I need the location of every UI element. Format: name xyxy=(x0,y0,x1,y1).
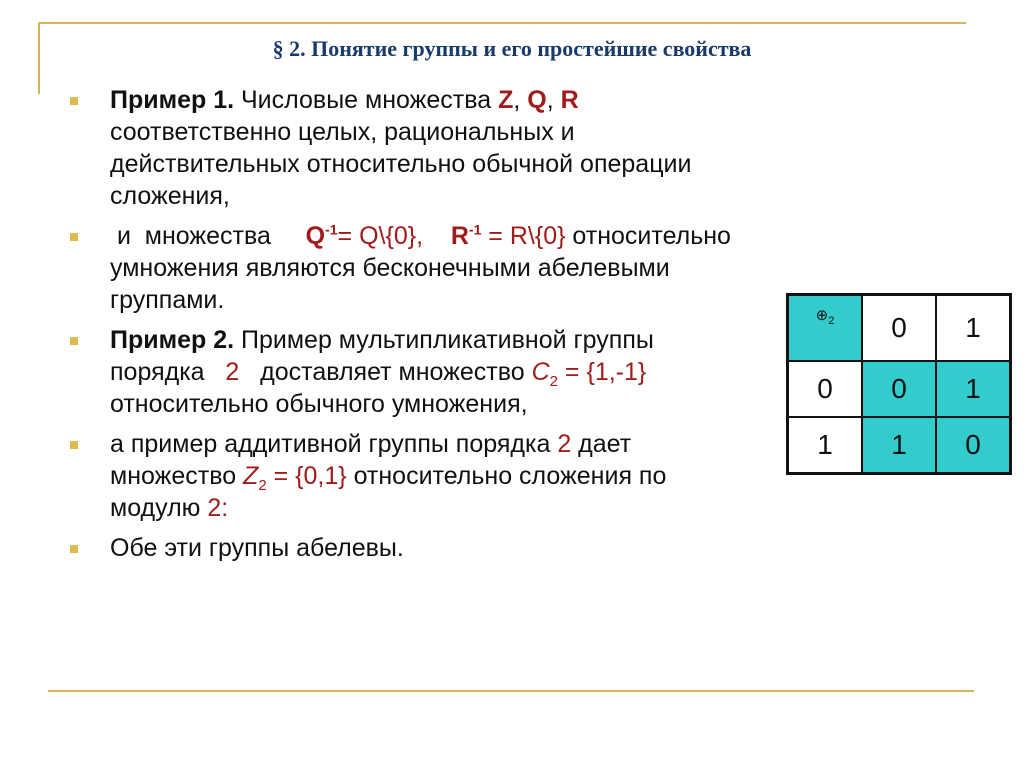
spacer xyxy=(423,222,451,250)
r-star xyxy=(451,222,566,250)
text: , xyxy=(513,86,528,114)
header-cell: 1 xyxy=(936,295,1011,362)
text: соответственно целых, рациональных и действительных относительно обычной операции сложения, xyxy=(110,118,692,210)
q-star xyxy=(306,222,423,250)
q-sup: -1 xyxy=(325,221,338,238)
bullet-square-icon xyxy=(70,441,78,449)
text: Числовые множества xyxy=(234,86,499,114)
c-set: = {1,-1} xyxy=(557,358,647,386)
table-cell: 1 xyxy=(936,361,1011,417)
text: доставляет множество xyxy=(239,358,532,386)
text: относительно умножения являются бесконечными абелевыми группами. xyxy=(110,222,731,314)
z-sub: 2 xyxy=(258,477,267,494)
text: относительно сложения по модулю xyxy=(110,462,667,522)
bullet-square-icon xyxy=(70,233,78,241)
set-r: R xyxy=(560,86,579,114)
table-row xyxy=(788,361,1011,417)
row-label: 1 xyxy=(788,417,863,474)
text: Пример мультипликативной группы порядка xyxy=(110,326,661,386)
text: и множества xyxy=(110,222,306,250)
row-label: 0 xyxy=(788,361,863,417)
bullet-example-2 xyxy=(70,324,750,420)
text: Обе эти группы абелевы. xyxy=(110,534,404,562)
z-set: = {0,1} xyxy=(266,462,347,490)
c-symbol: C xyxy=(531,358,550,386)
modulus-2: 2: xyxy=(207,494,229,522)
bullet-square-icon xyxy=(70,97,78,105)
bullet-additive-group xyxy=(70,428,750,524)
operation-cell xyxy=(788,295,863,362)
example-2-label: Пример 2. xyxy=(110,326,235,354)
bullet-list xyxy=(70,84,750,572)
r-def: = R\{0} xyxy=(481,222,566,250)
z-symbol: Z xyxy=(243,462,259,490)
bullet-conclusion xyxy=(70,532,750,564)
cayley-table xyxy=(786,293,1012,475)
text: дает множество xyxy=(110,430,632,490)
frame-top-rule xyxy=(38,22,966,24)
text: , xyxy=(546,86,561,114)
bullet-square-icon xyxy=(70,337,78,345)
set-z: Z xyxy=(498,86,514,114)
table-row xyxy=(788,417,1011,474)
table-cell: 0 xyxy=(936,417,1011,474)
r-sup: -1 xyxy=(468,221,482,238)
example-1-label: Пример 1. xyxy=(110,86,235,114)
bullet-multiplicative-sets xyxy=(70,220,750,316)
order-2: 2 xyxy=(225,358,240,386)
frame-bottom-rule xyxy=(48,690,974,692)
order-2: 2 xyxy=(557,430,572,458)
c-sub: 2 xyxy=(549,373,558,390)
bullet-square-icon xyxy=(70,545,78,553)
slide-title: § 2. Понятие группы и его простейшие свойства xyxy=(272,36,752,61)
table-header-row xyxy=(788,295,1011,362)
q-symbol: Q xyxy=(305,222,326,250)
r-symbol: R xyxy=(450,222,469,250)
op-sub: 2 xyxy=(828,315,835,327)
table-cell: 1 xyxy=(862,417,936,474)
bullet-example-1 xyxy=(70,84,750,212)
q-def: = Q\{0}, xyxy=(337,222,424,250)
table-cell: 0 xyxy=(862,361,936,417)
text: а пример аддитивной группы порядка xyxy=(110,430,558,458)
text: относительно обычного умножения, xyxy=(110,390,528,418)
set-q: Q xyxy=(527,86,547,114)
header-cell: 0 xyxy=(862,295,936,362)
oplus-icon: ⊕ xyxy=(815,307,829,324)
